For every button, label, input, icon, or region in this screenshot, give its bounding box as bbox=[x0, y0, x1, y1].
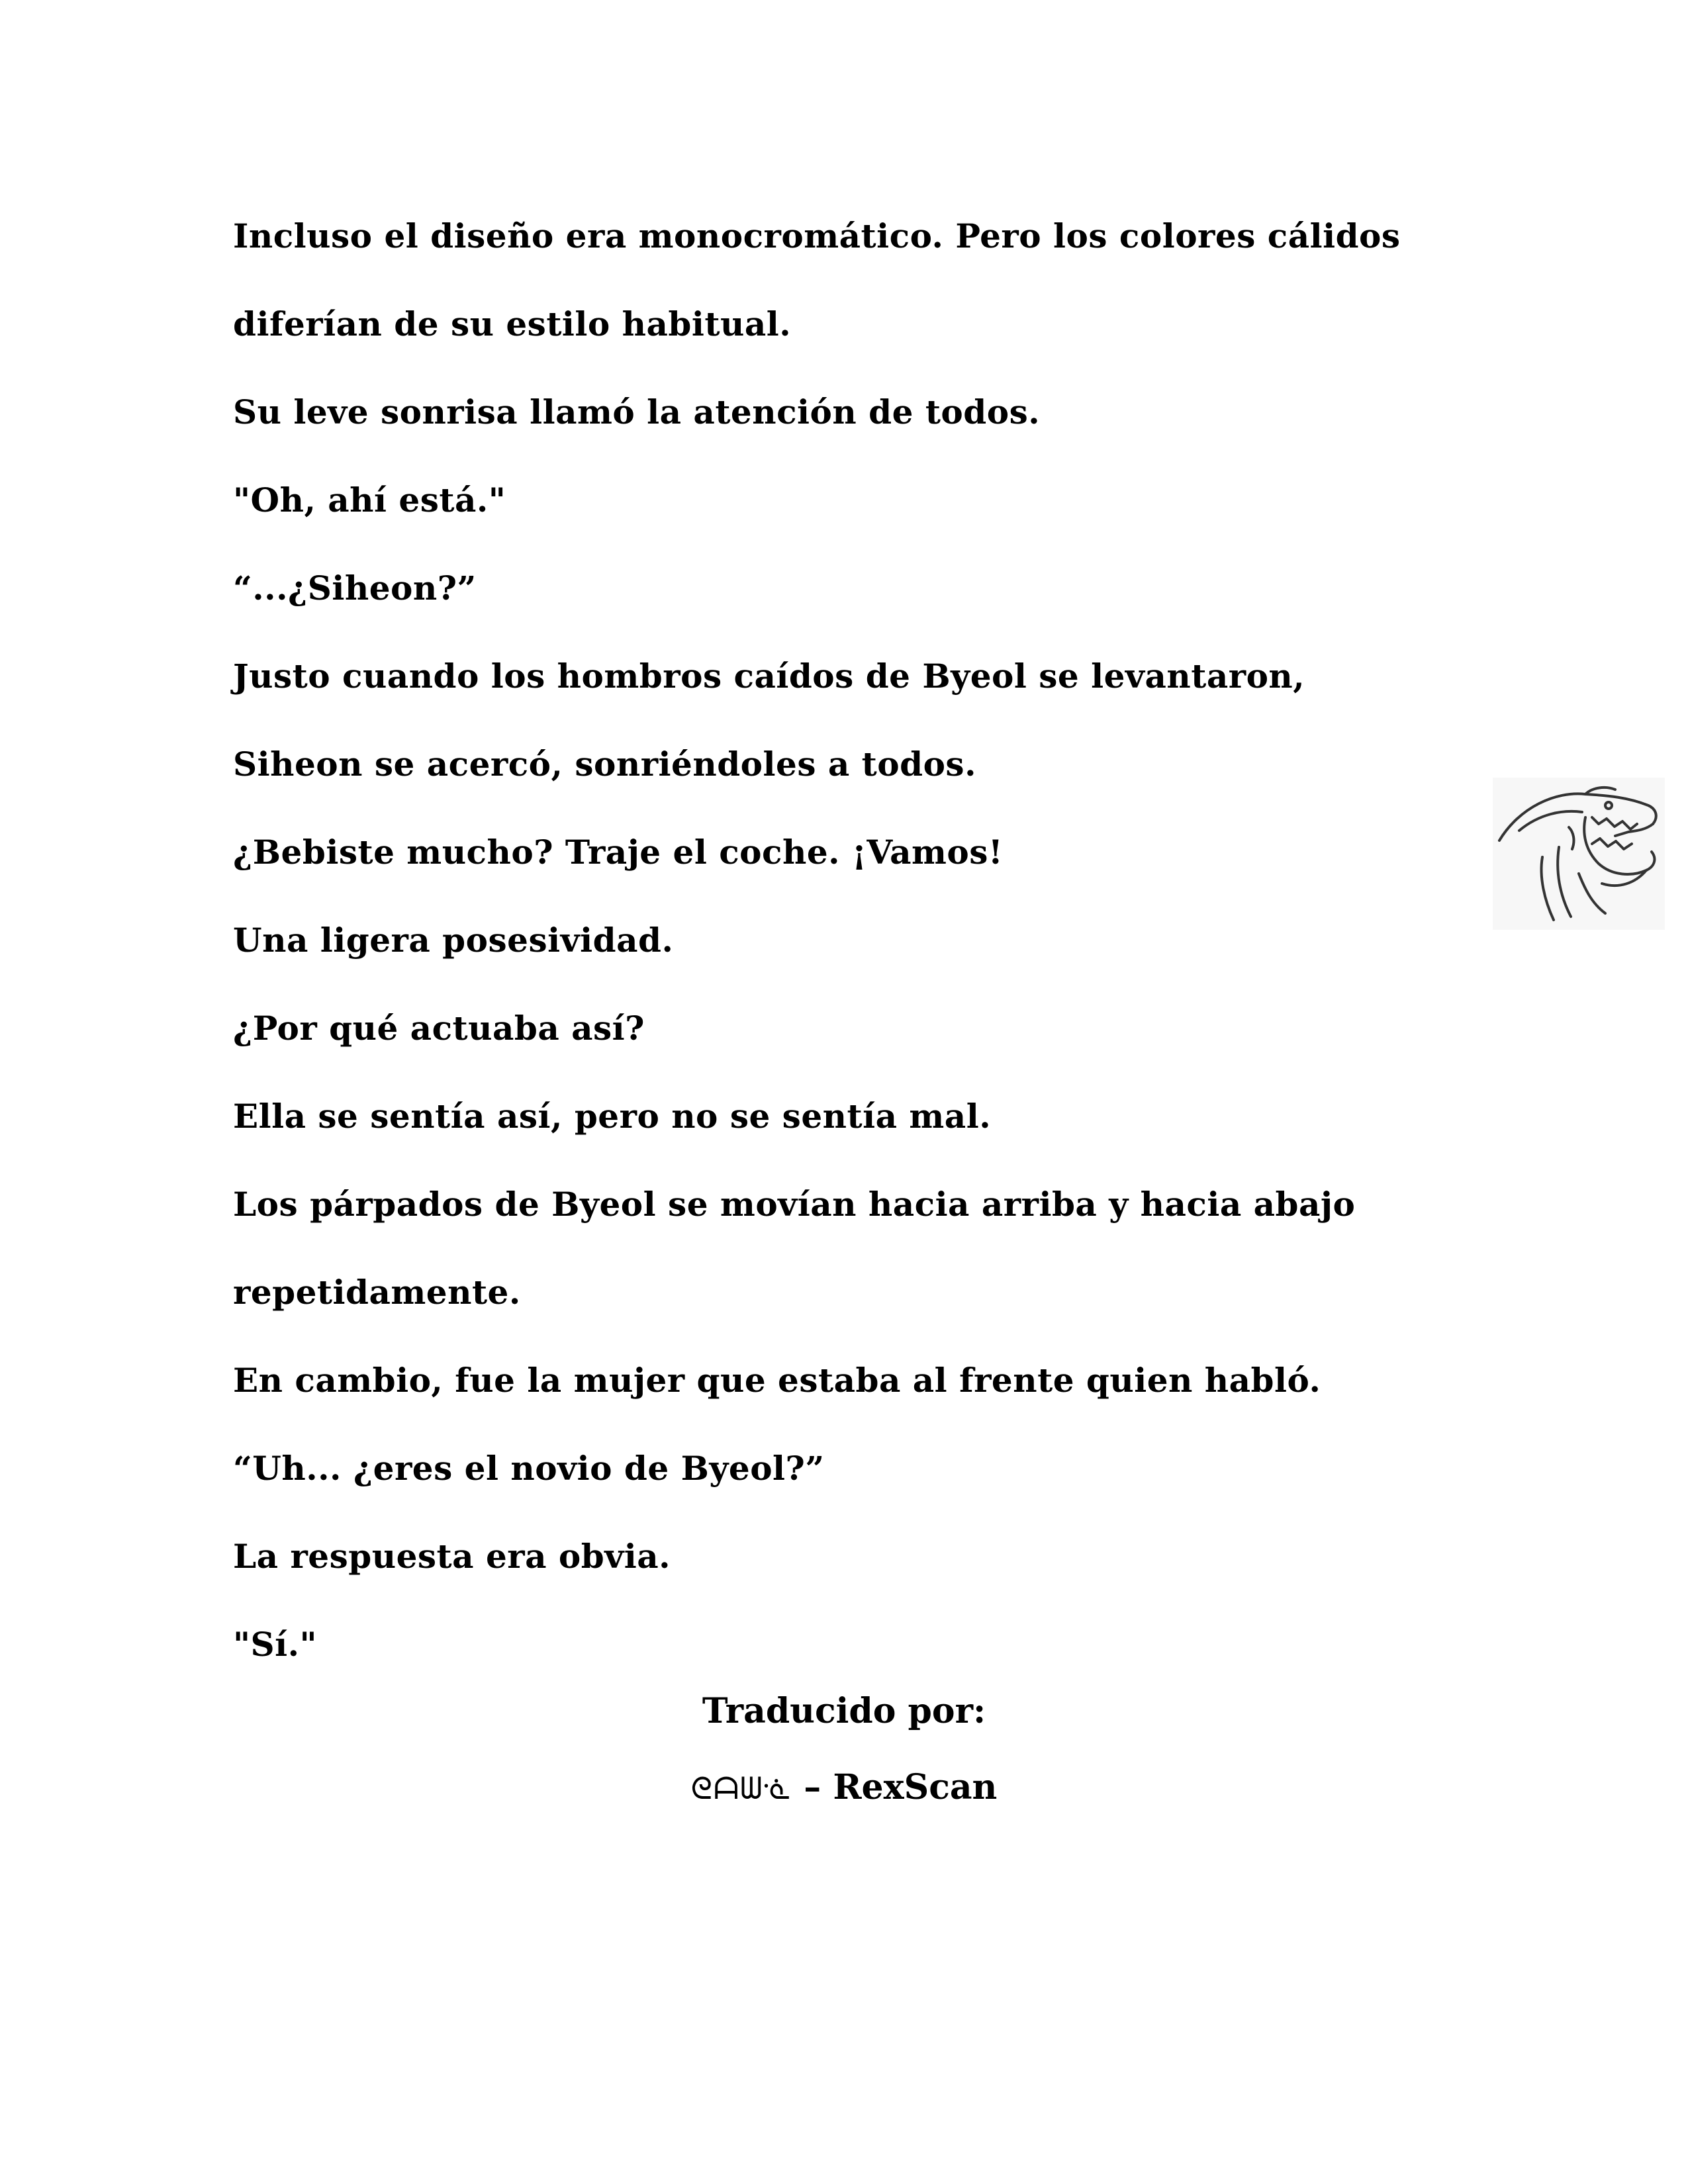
group-name: RexScan bbox=[833, 1767, 998, 1807]
body-text bbox=[233, 192, 1491, 1688]
text-line-5: “...¿Siheon?” bbox=[233, 569, 477, 608]
credits-separator: – bbox=[792, 1767, 833, 1807]
text-line-17: "Sí." bbox=[233, 1625, 318, 1664]
text-line-15: “Uh... ¿eres el novio de Byeol?” bbox=[233, 1449, 825, 1488]
text-line-3: Su leve sonrisa llamó la atención de todos. bbox=[233, 392, 1041, 432]
credits-label: Traducido por: bbox=[702, 1691, 986, 1731]
text-line-8: ¿Bebiste mucho? Traje el coche. ¡Vamos! bbox=[233, 833, 1004, 872]
credits-name bbox=[0, 1767, 1688, 1807]
text-line-2: diferían de su estilo habitual. bbox=[233, 304, 792, 343]
text-line-12: Los párpados de Byeol se movían hacia arriba y hacia abajo bbox=[233, 1185, 1356, 1224]
text-line-10: ¿Por qué actuaba así? bbox=[233, 1009, 645, 1048]
text-line-7: Siheon se acercó, sonriéndoles a todos. bbox=[233, 745, 976, 784]
text-line-16: La respuesta era obvia. bbox=[233, 1537, 671, 1576]
text-line-4: "Oh, ahí está." bbox=[233, 480, 506, 520]
text-line-6: Justo cuando los hombros caídos de Byeol se levantaron, bbox=[233, 657, 1305, 696]
text-line-13: repetidamente. bbox=[233, 1273, 521, 1312]
translator-name: ᘓᗩᗯᓍ bbox=[690, 1770, 792, 1806]
t-rex-head-icon bbox=[1493, 778, 1665, 930]
text-line-11: Ella se sentía así, pero no se sentía mal. bbox=[233, 1097, 992, 1136]
text-line-14: En cambio, fue la mujer que estaba al frente quien habló. bbox=[233, 1361, 1321, 1400]
text-line-1: Incluso el diseño era monocromático. Pero los colores cálidos bbox=[233, 216, 1401, 255]
text-line-9: Una ligera posesividad. bbox=[233, 921, 674, 960]
